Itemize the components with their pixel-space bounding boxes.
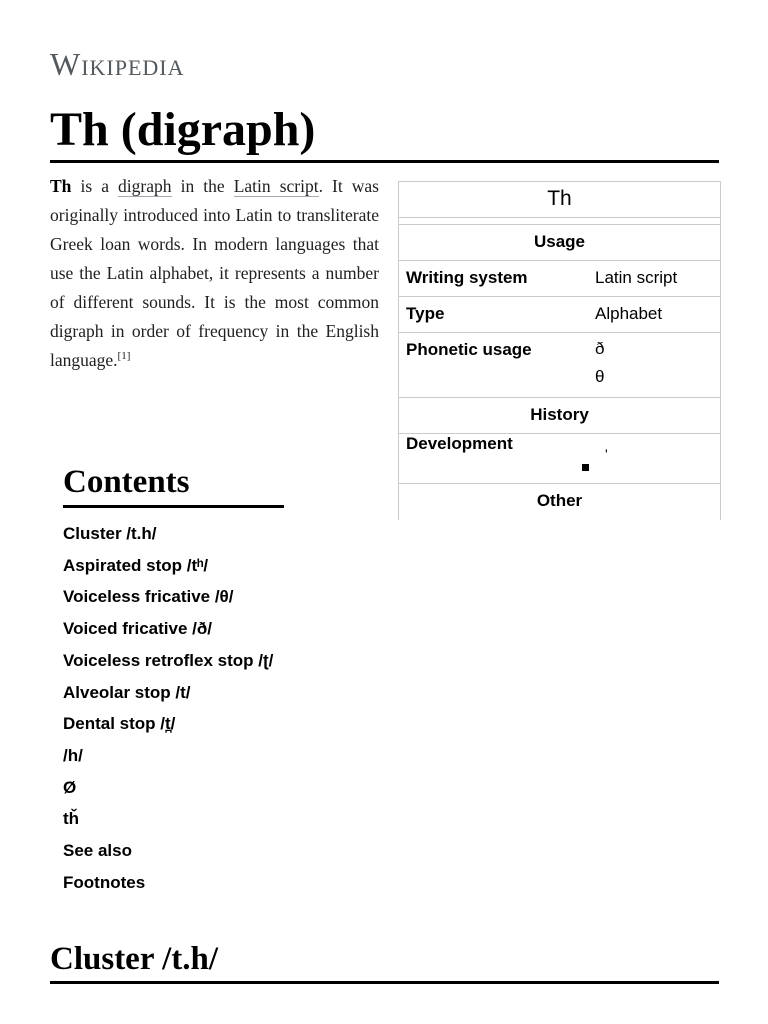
development-label: Development <box>406 434 513 453</box>
infobox <box>398 181 721 520</box>
writing-system-label: Writing system <box>406 268 528 287</box>
infobox-history-header: History <box>399 398 720 434</box>
toc-item-see-also[interactable]: See also <box>63 841 132 861</box>
infobox-spacer <box>399 218 720 225</box>
wikipedia-wordmark[interactable]: Wikipedia <box>50 46 185 82</box>
title-divider <box>50 160 719 163</box>
toc-item-footnotes[interactable]: Footnotes <box>63 872 146 892</box>
phonetic-value-theta[interactable]: θ <box>595 367 605 386</box>
toc-item-h[interactable]: /h/ <box>63 745 83 765</box>
toc-divider <box>63 505 284 508</box>
toc-item-alveolar-stop[interactable]: Alveolar stop /t/ <box>63 682 191 702</box>
section-title-cluster: Cluster /t.h/ <box>50 941 219 977</box>
infobox-title: Th <box>399 182 720 218</box>
section-divider <box>50 981 719 984</box>
phonetic-value-eth[interactable]: ð <box>595 339 605 358</box>
link-digraph[interactable]: digraph <box>118 176 172 196</box>
link-latin-script[interactable]: Latin script <box>233 176 319 196</box>
lead-paragraph <box>50 172 379 375</box>
page-title: Th (digraph) <box>50 103 316 156</box>
toc-item-voiceless-fricative[interactable]: Voiceless fricative /θ/ <box>63 587 234 607</box>
development-glyph-mark: ' <box>605 446 608 462</box>
toc-list <box>63 518 284 898</box>
infobox-row-writing-system <box>399 261 720 297</box>
lead-text-2: in the <box>171 176 234 196</box>
footnote-ref[interactable]: [1] <box>117 350 131 363</box>
infobox-row-phonetic-usage <box>399 333 720 398</box>
type-label: Type <box>406 304 445 323</box>
toc-title: Contents <box>63 464 190 500</box>
development-glyph-icon <box>582 464 589 471</box>
infobox-row-type <box>399 297 720 333</box>
toc-item-aspirated-stop[interactable]: Aspirated stop /tʰ/ <box>63 555 209 575</box>
infobox-other-header: Other <box>536 491 583 510</box>
type-value[interactable]: Alphabet <box>595 304 663 323</box>
phonetic-usage-label: Phonetic usage <box>406 340 532 359</box>
toc-item-o-slash[interactable]: Ø <box>63 777 77 797</box>
toc-item-dental-stop[interactable]: Dental stop /t̪/ <box>63 714 176 734</box>
toc-item-t-h-caron[interactable]: tȟ <box>63 809 80 829</box>
lead-text-3: . It was originally introduced into Latin to transliterate Greek loan words. In modern languages that use the Latin alphabet, it represents a number of different sounds. It is the most common digraph in order of frequency in the English language. <box>50 176 379 370</box>
toc-item-cluster[interactable]: Cluster /t.h/ <box>63 524 157 543</box>
infobox-usage-header: Usage <box>399 225 720 261</box>
table-of-contents <box>63 462 284 898</box>
phonetic-usage-values <box>595 335 604 391</box>
toc-item-voiced-fricative[interactable]: Voiced fricative /ð/ <box>63 619 212 639</box>
writing-system-value[interactable]: Latin script <box>595 268 678 287</box>
lead-text-1: is a <box>71 176 119 196</box>
lead-term: Th <box>50 176 72 196</box>
infobox-row-development <box>399 434 720 484</box>
toc-item-voiceless-retroflex-stop[interactable]: Voiceless retroflex stop /ʈ/ <box>63 650 274 670</box>
